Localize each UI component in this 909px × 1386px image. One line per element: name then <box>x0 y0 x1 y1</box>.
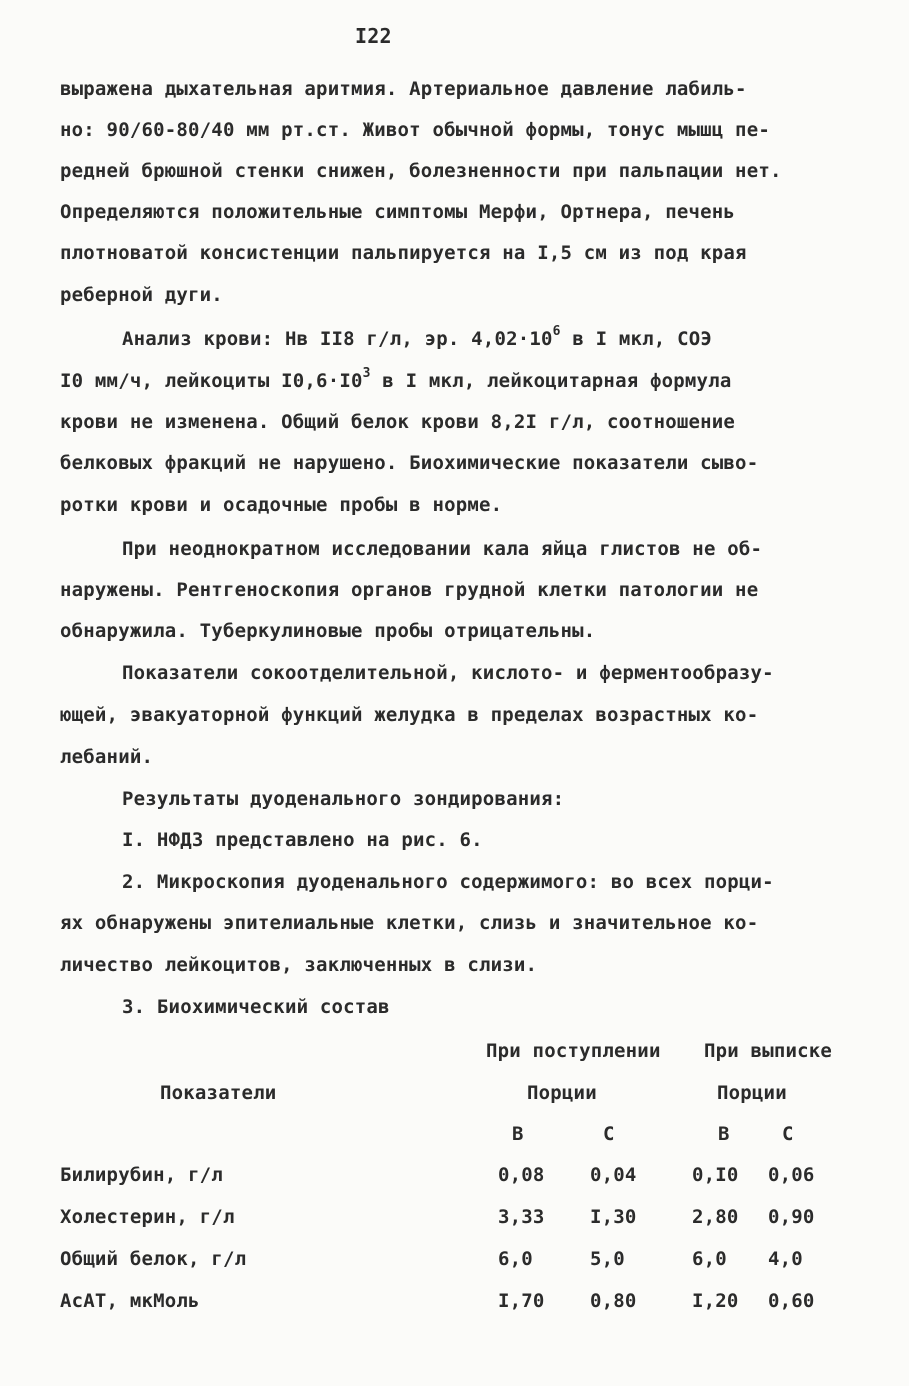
cell: 0,08 <box>498 1164 545 1186</box>
text-line: I0 мм/ч, лейкоциты $I0,6\cdot I0^3$ в I мкл, лейкоцитарная формула <box>60 366 732 392</box>
cell: 6,0 <box>692 1248 727 1270</box>
text-line: Результаты дуоденального зондирования: <box>122 788 565 810</box>
text-line: крови не изменена. Общий белок крови 8,2I г/л, соотношение <box>60 411 736 433</box>
text-line: I. НФДЗ представлено на рис. 6. <box>122 829 483 851</box>
text-line: белковых фракций не нарушено. Биохимические показатели сыво- <box>60 452 759 474</box>
text-line: обнаружила. Туберкулиновые пробы отрицательны. <box>60 620 596 642</box>
cell: 0,04 <box>590 1164 637 1186</box>
cell: 0,90 <box>768 1206 815 1228</box>
text-line: 3. Биохимический состав <box>122 996 390 1018</box>
text-line: наружены. Рентгеноскопия органов грудной клетки патологии не <box>60 579 759 601</box>
text-line: редней брюшной стенки снижен, болезненности при пальпации нет. <box>60 160 782 182</box>
text-line: выражена дыхательная аритмия. Артериальное давление лабиль- <box>60 78 747 100</box>
cell: 6,0 <box>498 1248 533 1270</box>
cell: 2,80 <box>692 1206 739 1228</box>
col-c: С <box>603 1123 615 1145</box>
row-label: Холестерин, г/л <box>60 1206 235 1228</box>
text-line: Определяются положительные симптомы Мерфи, Ортнера, печень <box>60 201 736 223</box>
text-line: ях обнаружены эпителиальные клетки, слизь и значительное ко- <box>60 912 759 934</box>
cell: 0,06 <box>768 1164 815 1186</box>
text-line: но: 90/60-80/40 мм рт.ст. Живот обычной формы, тонус мышц пе- <box>60 119 770 141</box>
cell: 0,80 <box>590 1290 637 1312</box>
row-label: АсАТ, мкМоль <box>60 1290 200 1312</box>
superscript: 6 <box>552 324 561 339</box>
row-label: Общий белок, г/л <box>60 1248 247 1270</box>
text-line: При неоднократном исследовании кала яйца глистов не об- <box>122 538 763 560</box>
header-portions: Порции <box>717 1082 787 1104</box>
cell: I,20 <box>692 1290 739 1312</box>
header-discharge: При выписке <box>704 1040 833 1062</box>
text-line: Показатели сокоотделительной, кислото- и ферментообразу- <box>122 662 774 684</box>
text-line: личество лейкоцитов, заключенных в слизи. <box>60 954 538 976</box>
text-line: плотноватой консистенции пальпируется на I,5 см из под края <box>60 242 747 264</box>
col-c: С <box>782 1123 794 1145</box>
text-line: ротки крови и осадочные пробы в норме. <box>60 494 503 516</box>
text-line: лебаний. <box>60 746 154 768</box>
text-line: 2. Микроскопия дуоденального содержимого: во всех порци- <box>122 871 774 893</box>
col-b: В <box>512 1123 524 1145</box>
cell: 0,I0 <box>692 1164 739 1186</box>
header-admission: При поступлении <box>486 1040 661 1062</box>
cell: 5,0 <box>590 1248 625 1270</box>
header-portions: Порции <box>527 1082 597 1104</box>
superscript: 3 <box>362 366 371 381</box>
col-b: В <box>718 1123 730 1145</box>
text-line: Анализ крови: Нв II8 г/л, эр. $4,02\cdot 10^6$ в I мкл, СОЭ <box>122 324 712 350</box>
cell: 0,60 <box>768 1290 815 1312</box>
cell: I,70 <box>498 1290 545 1312</box>
cell: I,30 <box>590 1206 637 1228</box>
cell: 3,33 <box>498 1206 545 1228</box>
page-number: I22 <box>355 24 392 48</box>
text-line: реберной дуги. <box>60 284 223 306</box>
text-line: ющей, эвакуаторной функций желудка в пределах возрастных ко- <box>60 704 759 726</box>
cell: 4,0 <box>768 1248 803 1270</box>
header-indicators: Показатели <box>160 1082 277 1104</box>
row-label: Билирубин, г/л <box>60 1164 223 1186</box>
